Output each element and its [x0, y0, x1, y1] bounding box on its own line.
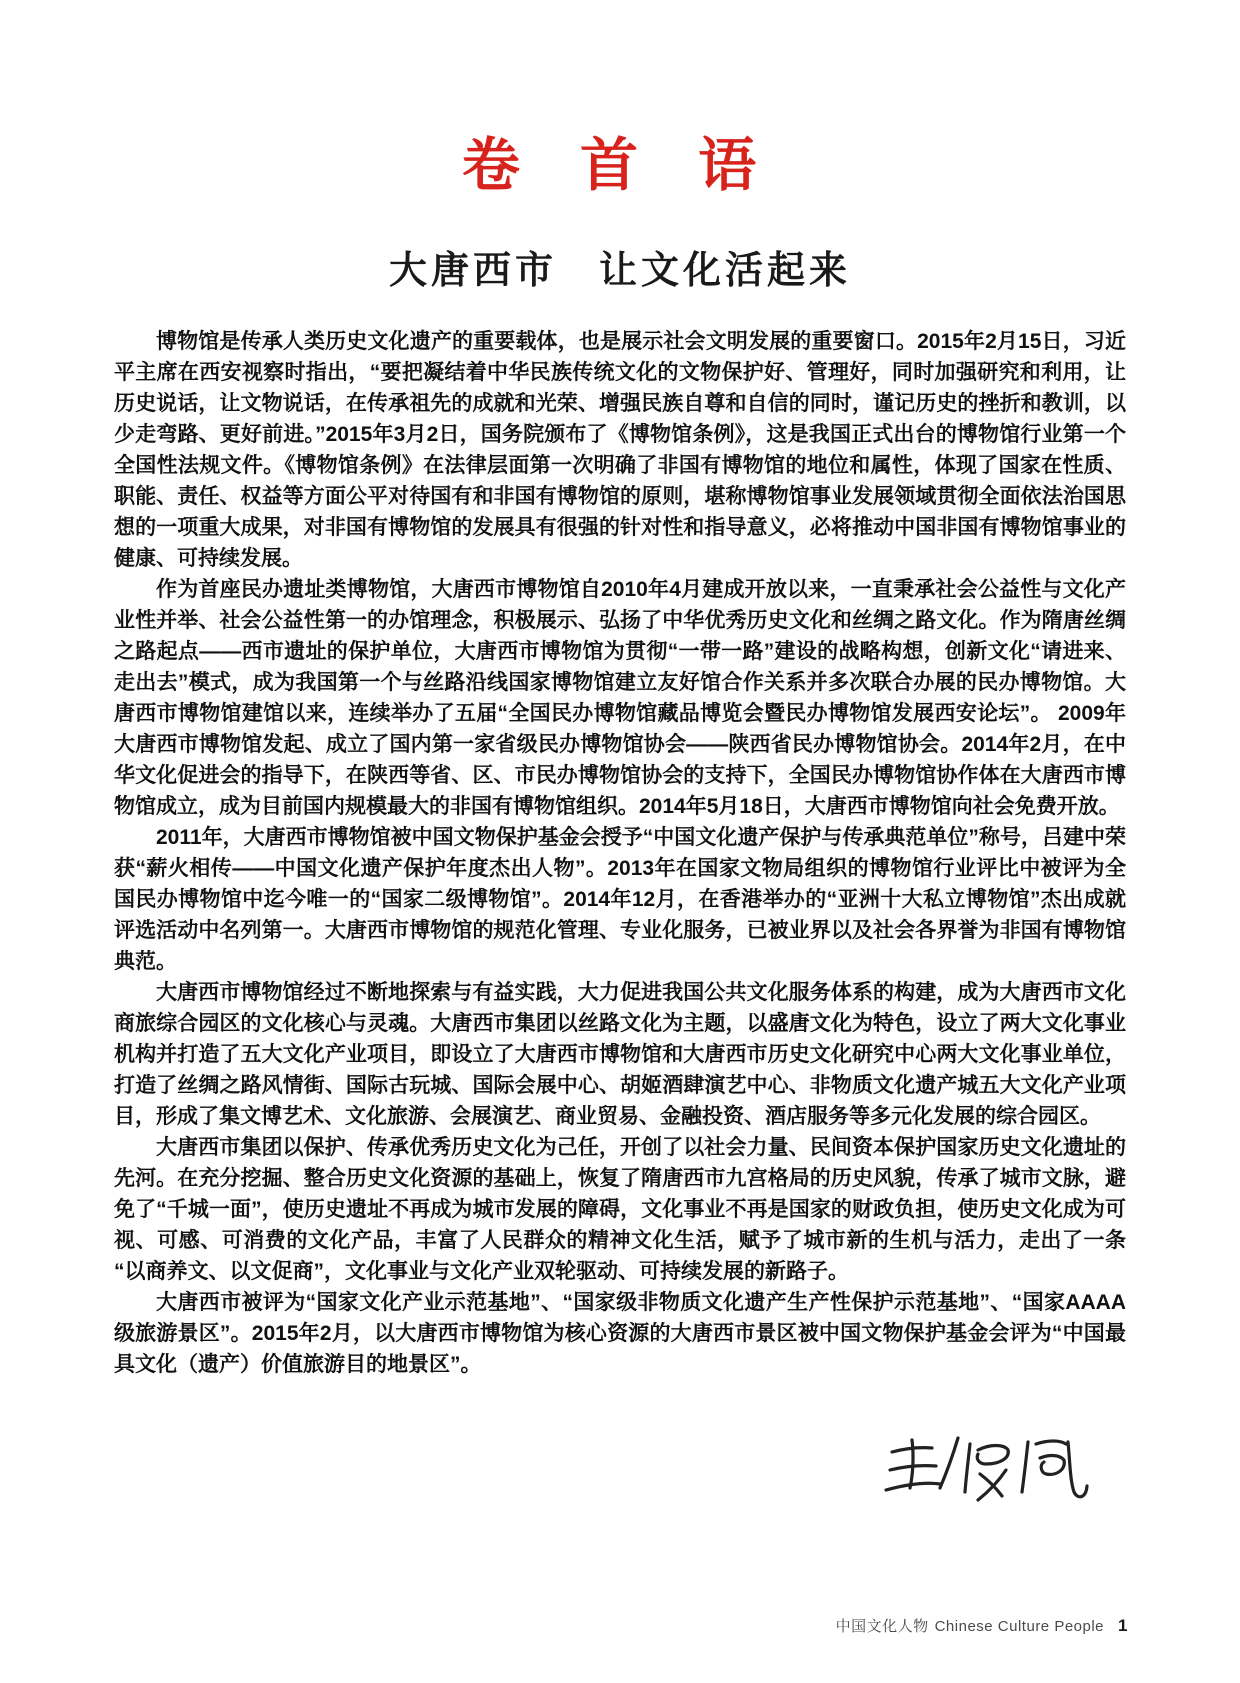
journal-name-cn: 中国文化人物 [835, 1618, 929, 1635]
paragraph-4: 大唐西市博物馆经过不断地探索与有益实践，大力促进我国公共文化服务体系的构建，成为大唐西市文化商旅综合园区的文化核心与灵魂。大唐西市集团以丝路文化为主题，以盛唐文化为特色，设立了两大文化事业机构并打造了五大文化产业项目，即设立了大唐西市博物馆和大唐西市历史文化研究中心两大文化事业单位，打造了丝绸之路风情街、国际古玩城、国际会展中心、胡姬酒肆演艺中心、非物质文化遗产城五大文化产业项目，形成了集文博艺术、文化旅游、会展演艺、商业贸易、金融投资、酒店服务等多元化发展的综合园区。 [114, 981, 1126, 1128]
page-title: 卷 首 语 [461, 133, 779, 198]
page-footer [836, 1615, 1128, 1636]
paragraph-5: 大唐西市集团以保护、传承优秀历史文化为己任，开创了以社会力量、民间资本保护国家历史文化遗址的先河。在充分挖掘、整合历史文化资源的基础上，恢复了隋唐西市九宫格局的历史风貌，传承了城市文脉，避免了“千城一面”，使历史遗址不再成为城市发展的障碍，文化事业不再是国家的财政负担，使历史文化成为可视、可感、可消费的文化产品，丰富了人民群众的精神文化生活，赋予了城市新的生机与活力，走出了一条“以商养文、以文促商”，文化事业与文化产业双轮驱动、可持续发展的新路子。 [114, 1136, 1126, 1283]
journal-name-en: Chinese Culture People [934, 1618, 1105, 1635]
page-subtitle: 大唐西市 让文化活起来 [388, 250, 851, 292]
paragraph-3: 2011年，大唐西市博物馆被中国文物保护基金会授予“中国文化遗产保护与传承典范单位”称号，吕建中荣获“薪火相传——中国文化遗产保护年度杰出人物”。2013年在国家文物局组织的博物馆行业评比中被评为全国民办博物馆中迄今唯一的“国家二级博物馆”。2014年12月，在香港举办的“亚洲十大私立博物馆”杰出成就评选活动中名列第一。大唐西市博物馆的规范化管理、专业化服务，已被业界以及社会各界誉为非国有博物馆典范。 [114, 826, 1126, 973]
paragraph-6: 大唐西市被评为“国家文化产业示范基地”、“国家级非物质文化遗产生产性保护示范基地”、“国家AAAA级旅游景区”。2015年2月，以大唐西市博物馆为核心资源的大唐西市景区被中国文物保护基金会评为“中国最具文化（遗产）价值旅游目的地景区”。 [114, 1291, 1126, 1376]
page-number: 1 [1118, 1616, 1128, 1635]
handwritten-signature-icon [882, 1422, 1092, 1517]
article-body [114, 326, 1126, 1380]
paragraph-1: 博物馆是传承人类历史文化遗产的重要载体，也是展示社会文明发展的重要窗口。2015年2月15日，习近平主席在西安视察时指出，“要把凝结着中华民族传统文化的文物保护好、管理好，同时加强研究和利用，让历史说话，让文物说话，在传承祖先的成就和光荣、增强民族自尊和自信的同时，谨记历史的挫折和教训，以少走弯路、更好前进。”2015年3月2日，国务院颁布了《博物馆条例》，这是我国正式出台的博物馆行业第一个全国性法规文件。《博物馆条例》在法律层面第一次明确了非国有博物馆的地位和属性，体现了国家在性质、职能、责任、权益等方面公平对待国有和非国有博物馆的原则，堪称博物馆事业发展领域贯彻全面依法治国思想的一项重大成果，对非国有博物馆的发展具有很强的针对性和指导意义，必将推动中国非国有博物馆事业的健康、可持续发展。 [114, 330, 1126, 570]
paragraph-2: 作为首座民办遗址类博物馆，大唐西市博物馆自2010年4月建成开放以来，一直秉承社会公益性与文化产业性并举、社会公益性第一的办馆理念，积极展示、弘扬了中华优秀历史文化和丝绸之路文化。作为隋唐丝绸之路起点——西市遗址的保护单位，大唐西市博物馆为贯彻“一带一路”建设的战略构想，创新文化“请进来、走出去”模式，成为我国第一个与丝路沿线国家博物馆建立友好馆合作关系并多次联合办展的民办博物馆。大唐西市博物馆建馆以来，连续举办了五届“全国民办博物馆藏品博览会暨民办博物馆发展西安论坛”。 2009年大唐西市博物馆发起、成立了国内第一家省级民办博物馆协会——陕西省民办博物馆协会。2014年2月，在中华文化促进会的指导下，在陕西等省、区、市民办博物馆协会的支持下，全国民办博物馆协作体在大唐西市博物馆成立，成为目前国内规模最大的非国有博物馆组织。2014年5月18日，大唐西市博物馆向社会免费开放。 [114, 578, 1126, 818]
